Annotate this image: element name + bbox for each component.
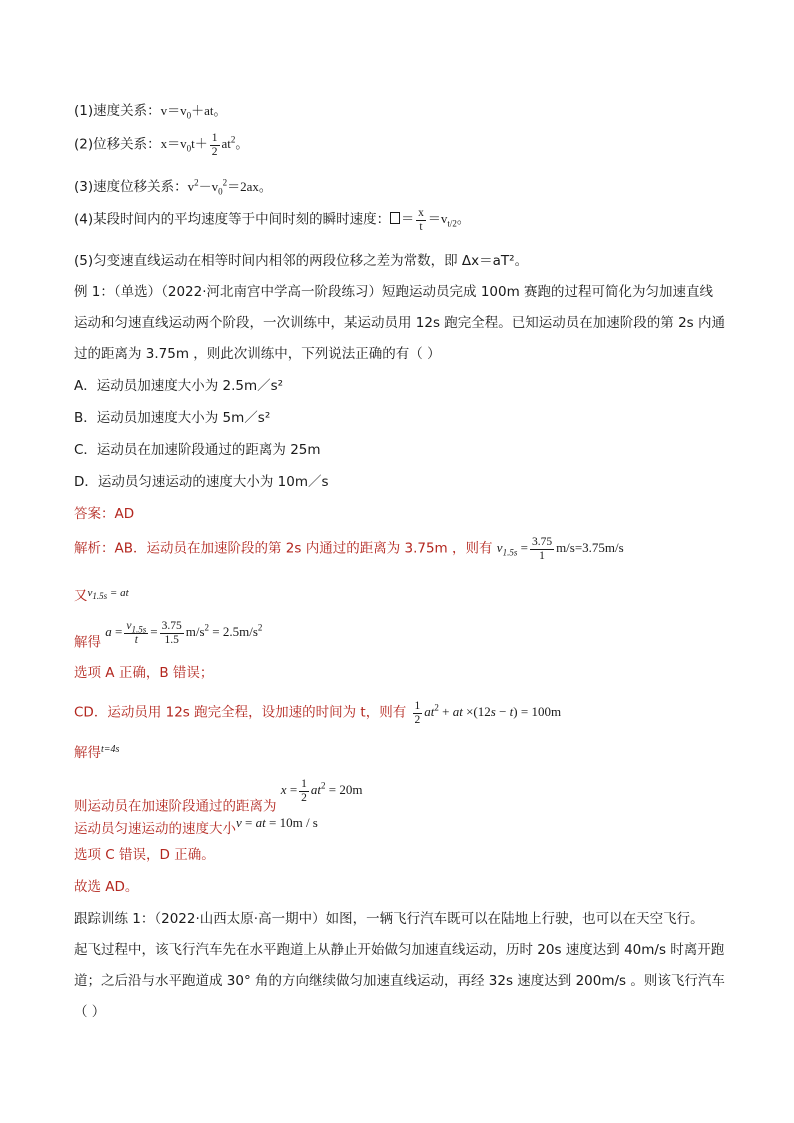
- example-line: 过的距离为 3.75m ，则此次训练中，下列说法正确的有（ ）: [74, 346, 441, 362]
- equation: $\frac{1}{2}$ $at^2$ + at ×(12s − t) = 100m: [414, 700, 562, 726]
- option-b: B．运动员加速度大小为 5m／s²: [74, 410, 271, 426]
- you-text: 又: [74, 588, 88, 604]
- equation: x = $\frac{1}{2}$ $at^2 = 20m$: [280, 778, 363, 804]
- example-line: 运动和匀速直线运动两个阶段，一次训练中，某运动员用 12s 跑完全程。已知运动员在加速阶段的第 2s 内通: [74, 315, 725, 331]
- placeholder-box-icon: [390, 212, 400, 224]
- analysis-text: 解析：AB．运动员在加速阶段的第 2s 内通过的距离为 3.75m ，则有: [74, 540, 493, 557]
- analysis-text: 运动员匀速运动的速度大小: [74, 821, 236, 837]
- formula-label: (3)速度位移关系：: [74, 179, 188, 195]
- option-d: D．运动员匀速运动的速度大小为 10m／s: [74, 474, 329, 490]
- formula-label: (4)某段时间内的平均速度等于中间时刻的瞬时速度：: [74, 211, 391, 228]
- formula-expression: $v^2-v_0^2=2ax$。: [187, 177, 272, 197]
- formula-expression: $x=v_0t+$ $\frac{1}{2}$ $at^2$。: [160, 132, 249, 158]
- formula-velocity-displacement: [74, 178, 272, 196]
- analysis-result: 选项 C 错误，D 正确。: [74, 847, 215, 863]
- equation: v = at = 10m / s: [236, 815, 318, 830]
- formula-velocity: [74, 102, 227, 120]
- formula-label: (1)速度关系：: [74, 103, 161, 119]
- follow-up-line: （ ）: [74, 1004, 106, 1020]
- equation: v1.5s = at: [87, 587, 129, 602]
- example-line: 例 1：（单选）（2022·河北南宫中学高一阶段练习）短跑运动员完成 100m 赛跑的过程可简化为匀加速直线: [74, 284, 714, 300]
- option-c: C．运动员在加速阶段通过的距离为 25m: [74, 442, 321, 458]
- formula-average-velocity: [74, 207, 470, 234]
- follow-up-line: 起飞过程中，该飞行汽车先在水平跑道上从静止开始做匀加速直线运动，历时 20s 速度达到 40m/s 时离开跑: [74, 942, 725, 958]
- analysis-line: [74, 741, 119, 762]
- jiede-text: 解得: [74, 745, 101, 761]
- follow-up-line: 道；之后沿与水平跑道成 30° 角的方向继续做匀加速直线运动，再经 32s 速度达到 200m/s 。则该飞行汽车: [74, 973, 725, 989]
- analysis-conclusion: 故选 AD。: [74, 879, 139, 895]
- analysis-expression: $v_{1.5s}$ = $\frac{3.75}{1}$ m/s=3.75m/s: [496, 536, 624, 562]
- option-a: A．运动员加速度大小为 2.5m／s²: [74, 378, 284, 394]
- follow-up-line: 跟踪训练 1：（2022·山西太原·高一期中）如图，一辆飞行汽车既可以在陆地上行驶，也可以在天空飞行。: [74, 911, 704, 927]
- formula-displacement: [74, 132, 248, 159]
- jiede-text: 解得: [74, 634, 101, 651]
- analysis-line: [74, 620, 262, 651]
- formula-expression: $v=v_0+at$。: [160, 103, 227, 121]
- analysis-line: [74, 778, 363, 815]
- analysis-line: [74, 584, 129, 605]
- analysis-line: [74, 814, 318, 838]
- analysis-text: CD．运动员用 12s 跑完全程，设加速的时间为 t，则有: [74, 704, 407, 721]
- formula-label: (2)位移关系：: [74, 136, 161, 153]
- equation: t=4s: [101, 744, 120, 755]
- equation: a = $\frac{v_{1.5s}}{t}$ = $\frac{3.75}{1.5}$ $m/s^2 = 2.5m/s^2$: [105, 620, 263, 646]
- analysis-line: [74, 536, 624, 563]
- formula-expression: ＝ $\frac{x}{t}$ $=v_{t/2}$。: [390, 211, 470, 226]
- analysis-result: 选项 A 正确，B 错误；: [74, 665, 214, 681]
- analysis-text: 则运动员在加速阶段通过的距离为: [74, 798, 277, 815]
- answer-label: 答案：AD: [74, 506, 135, 522]
- analysis-line: [74, 700, 561, 727]
- formula-displacement-difference: (5)匀变速直线运动在相等时间内相邻的两段位移之差为常数，即 Δx＝aT²。: [74, 253, 529, 269]
